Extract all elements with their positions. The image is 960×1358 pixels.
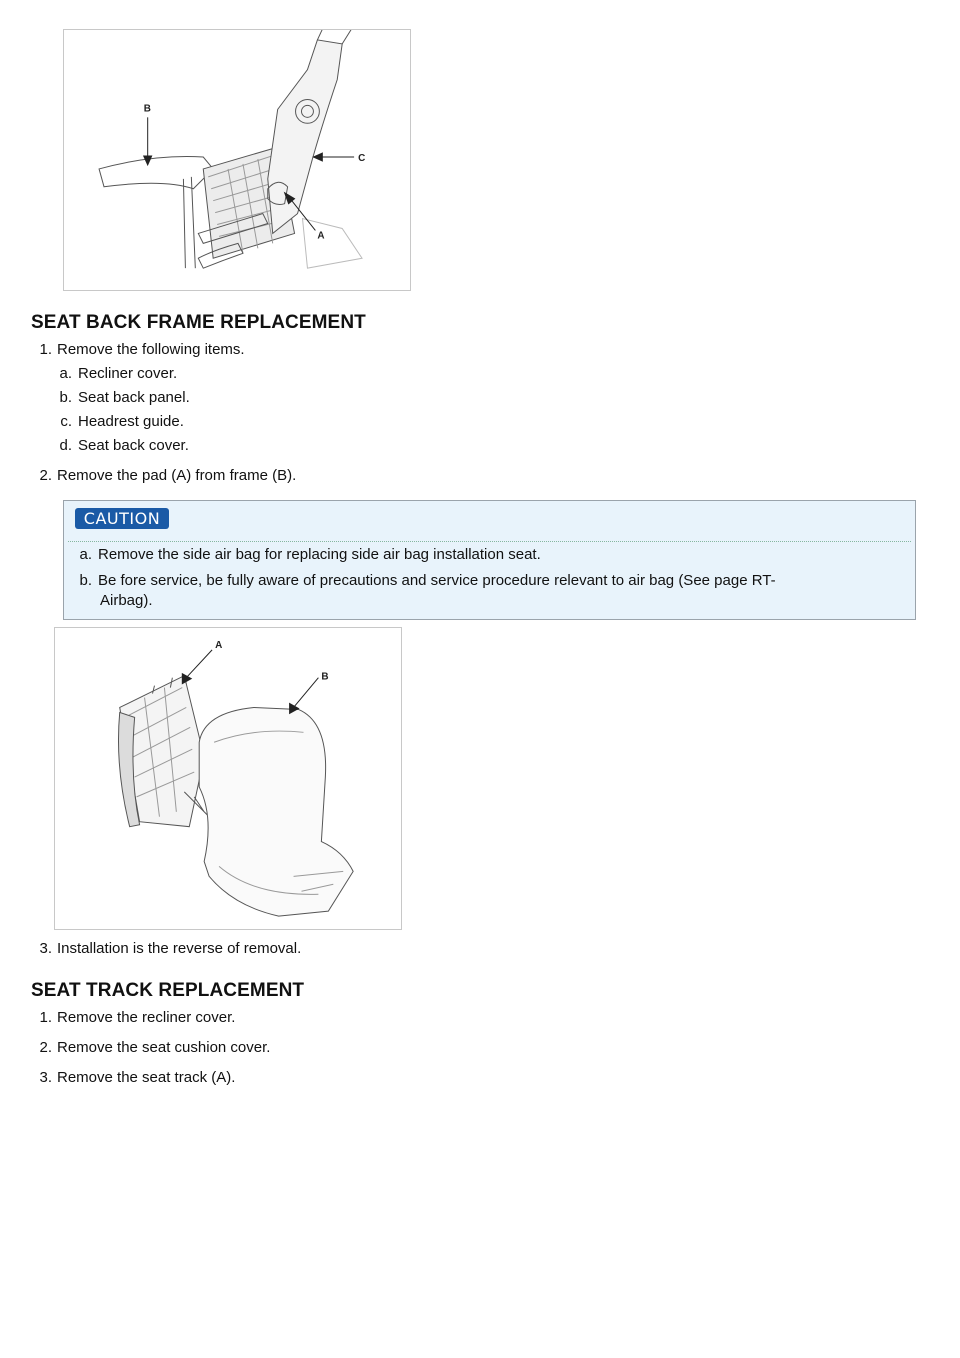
substep-letter: b. [59, 389, 72, 406]
step-text: Remove the seat cushion cover. [57, 1039, 271, 1056]
step-2 [32, 467, 296, 485]
step-number: 2. [39, 467, 52, 484]
step-number: 3. [39, 940, 52, 957]
caution-item-b [76, 572, 776, 590]
step-text: Remove the seat track (A). [57, 1069, 236, 1086]
step-text: Remove the recliner cover. [57, 1009, 236, 1026]
seat-back-figure-1 [63, 29, 411, 291]
callout-label: C [358, 152, 366, 164]
substep-c [56, 413, 184, 431]
caution-item-text: Remove the side air bag for replacing side air bag installation seat. [98, 546, 541, 563]
step-text: Installation is the reverse of removal. [57, 940, 302, 957]
step-number: 3. [39, 1069, 52, 1086]
step-3 [32, 940, 301, 958]
caution-item-letter: b. [79, 572, 92, 589]
substep-letter: c. [60, 413, 72, 430]
track-step-1 [32, 1009, 235, 1027]
callout-label: B [321, 671, 329, 683]
step-number: 1. [39, 341, 52, 358]
caution-item-letter: a. [79, 546, 92, 563]
section-title-seat-track: SEAT TRACK REPLACEMENT [31, 980, 305, 1001]
caution-box [63, 500, 916, 620]
substep-text: Headrest guide. [78, 413, 184, 430]
substep-text: Seat back cover. [78, 437, 189, 454]
caution-badge: CAUTION [75, 508, 169, 529]
substep-d [56, 437, 189, 455]
callout-label: A [215, 639, 223, 651]
substep-b [56, 389, 190, 407]
substep-a [56, 365, 177, 383]
section-title-seat-back-frame: SEAT BACK FRAME REPLACEMENT [31, 312, 366, 333]
step-text: Remove the pad (A) from frame (B). [57, 467, 297, 484]
substep-letter: a. [59, 365, 72, 382]
step-number: 2. [39, 1039, 52, 1056]
step-text: Remove the following items. [57, 341, 245, 358]
substep-letter: d. [59, 437, 72, 454]
caution-item-b-continued: Airbag). [100, 592, 153, 609]
step-1 [32, 341, 245, 359]
caution-item-a [76, 546, 541, 564]
caution-item-text: Be fore service, be fully aware of precautions and service procedure relevant to air bag (See page RT- [98, 572, 776, 589]
track-step-3 [32, 1069, 235, 1087]
callout-label: B [143, 103, 151, 115]
seat-back-illustration-2 [55, 628, 401, 929]
seat-back-illustration-1 [64, 30, 410, 290]
callout-label: A [317, 230, 325, 242]
caution-divider [68, 541, 911, 542]
substep-text: Seat back panel. [78, 389, 190, 406]
track-step-2 [32, 1039, 270, 1057]
seat-back-figure-2 [54, 627, 402, 930]
step-number: 1. [39, 1009, 52, 1026]
substep-text: Recliner cover. [78, 365, 178, 382]
